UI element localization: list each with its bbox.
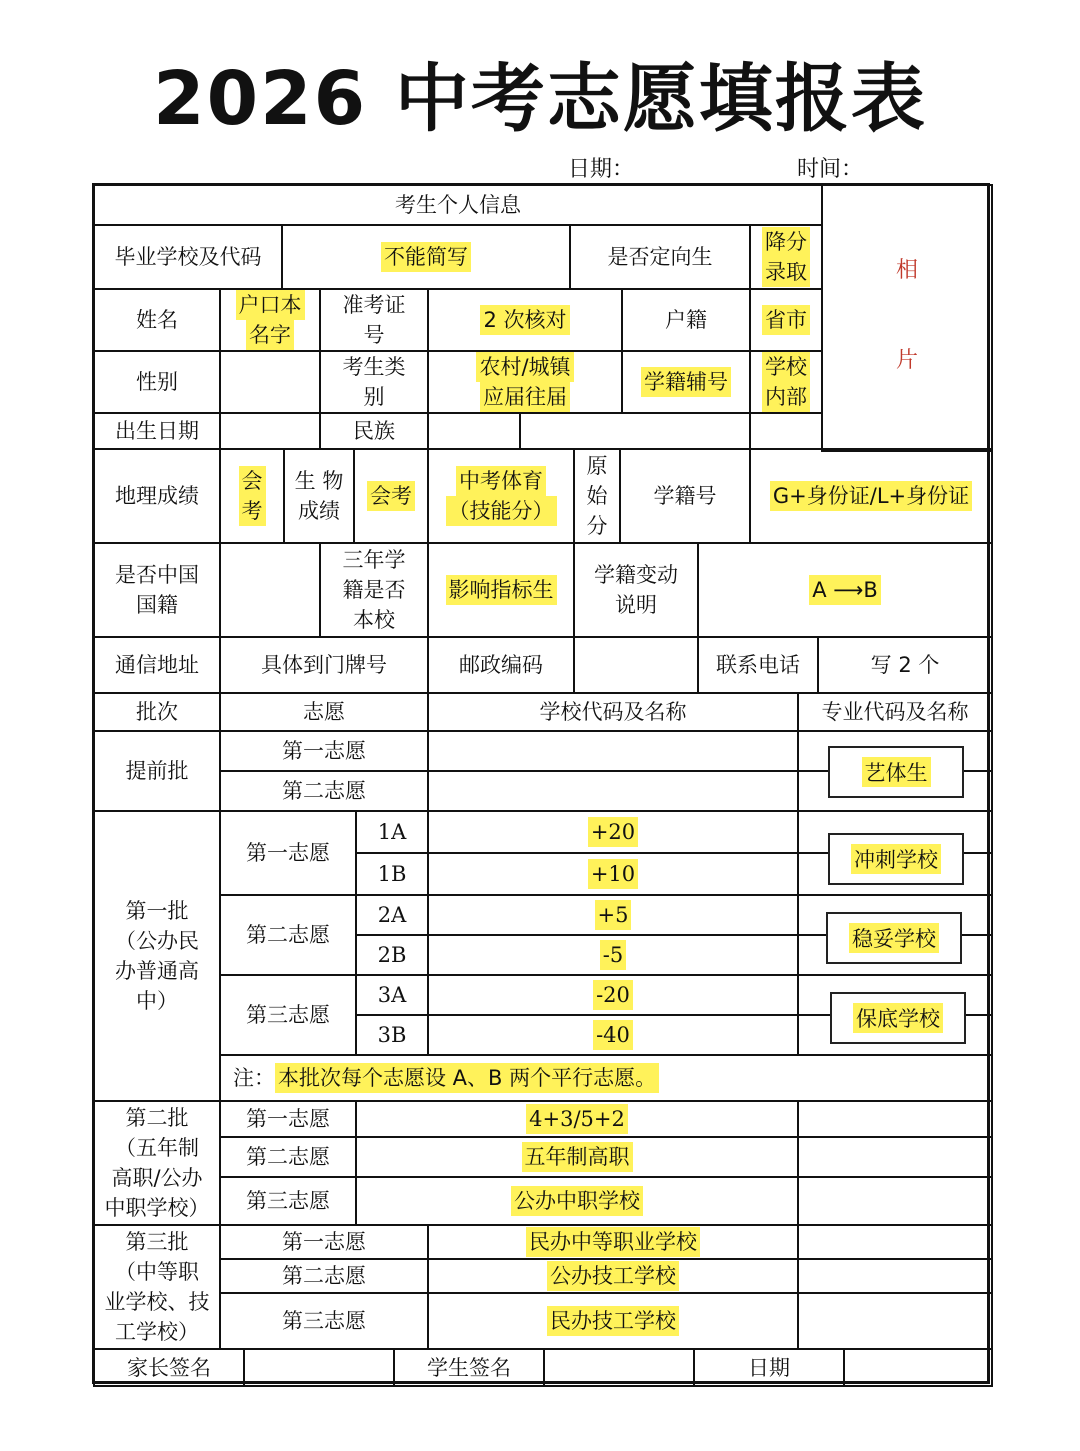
highlighted-text: 影响指标生 — [446, 575, 557, 605]
cell-text: 家长签名 — [127, 1355, 211, 1380]
cell-text: 姓名 — [136, 308, 178, 332]
cell-text: 3B — [377, 1023, 407, 1047]
highlighted-text: 艺体生 — [862, 757, 931, 787]
change-field[interactable] — [697, 542, 993, 638]
highlighted-text: G+身份证/L+身份证 — [770, 481, 972, 511]
ticket-field[interactable] — [427, 288, 623, 352]
cell-text: （公办民 — [115, 929, 199, 953]
cell-text: 性别 — [136, 370, 178, 394]
cell-text: 第一志愿 — [246, 841, 330, 865]
highlighted-text: 省市 — [762, 305, 810, 335]
header-school — [427, 692, 799, 732]
student-sign-label — [393, 1348, 545, 1387]
sub-1b — [355, 852, 429, 896]
name-field[interactable] — [219, 288, 321, 352]
xueji-aux-field[interactable] — [621, 350, 751, 414]
cell-text: 学籍号 — [653, 484, 717, 508]
highlighted-text: 中考体育 — [456, 466, 546, 496]
ticket-label — [319, 288, 429, 352]
address-label — [93, 636, 221, 694]
cell-text: 日期 — [748, 1355, 790, 1380]
birth-label — [93, 412, 221, 450]
cell-text: 邮政编码 — [459, 653, 543, 677]
highlighted-text: +20 — [588, 817, 638, 847]
directed-label — [569, 224, 751, 290]
batch3-major-2[interactable] — [797, 1258, 993, 1294]
sub-1a — [355, 810, 429, 854]
parent-sign-label — [93, 1348, 245, 1387]
batch1-note — [219, 1054, 993, 1102]
highlighted-text: 户口本 — [236, 290, 305, 320]
cell-text: 2A — [377, 903, 407, 927]
score-2a[interactable] — [427, 894, 799, 936]
cell-text: 中职学校） — [104, 1196, 210, 1220]
gender-label — [93, 350, 221, 414]
box-art-sports — [828, 746, 964, 798]
sub-3b — [355, 1014, 429, 1056]
sign-date-label — [693, 1348, 845, 1387]
sub-3a — [355, 974, 429, 1016]
highlighted-text: 稳妥学校 — [849, 923, 939, 953]
cell-text: 工学校） — [115, 1320, 199, 1344]
score-1b[interactable] — [427, 852, 799, 896]
batch2-school-3[interactable] — [355, 1176, 799, 1226]
early-choice-2 — [219, 770, 429, 812]
batch2-choice-1 — [219, 1100, 357, 1138]
cell-text: 考生类 — [342, 355, 406, 379]
batch2-choice-2 — [219, 1136, 357, 1178]
cell-text: 第一志愿 — [282, 1230, 366, 1254]
early-school-1[interactable] — [427, 730, 799, 772]
batch2-major-3[interactable] — [797, 1176, 993, 1226]
school-code-field[interactable] — [281, 224, 571, 290]
xueji-label — [619, 448, 751, 544]
batch2-label — [93, 1100, 221, 1226]
early-school-2[interactable] — [427, 770, 799, 812]
cell-text: 第一志愿 — [282, 739, 366, 763]
cell-text: 写 2 个 — [870, 653, 940, 677]
batch3-choice-2 — [219, 1258, 429, 1294]
cell-text: 办普通高 — [115, 959, 199, 983]
cell-text: 考生个人信息 — [395, 193, 521, 217]
xueji-aux-side[interactable] — [749, 350, 823, 414]
cell-text: 业学校、技 — [104, 1290, 210, 1314]
phone-field[interactable] — [817, 636, 993, 694]
batch1-choice-2 — [219, 894, 357, 976]
nationality-label — [93, 542, 221, 638]
bio-field[interactable] — [353, 448, 429, 544]
batch2-school-2[interactable] — [355, 1136, 799, 1178]
cell-text: 三年学 — [342, 548, 406, 572]
cell-text: 第三批 — [125, 1230, 189, 1254]
highlighted-text: 考 — [239, 496, 266, 526]
cell-text: 户籍 — [665, 308, 707, 332]
directed-field[interactable] — [749, 224, 823, 290]
header-major — [797, 692, 993, 732]
highlighted-text: 保底学校 — [853, 1003, 943, 1033]
postcode-field[interactable] — [573, 636, 699, 694]
photo-text-1: 相 — [895, 258, 918, 283]
form-table — [92, 183, 990, 1384]
cell-text: 成绩 — [298, 499, 340, 523]
cell-text: 第二志愿 — [246, 1145, 330, 1169]
header-batch — [93, 692, 221, 732]
change-label — [573, 542, 699, 638]
highlighted-text: 录取 — [762, 257, 810, 287]
highlighted-text: 公办技工学校 — [547, 1261, 679, 1291]
cell-text: 学校代码及名称 — [539, 700, 687, 724]
pe-field[interactable] — [427, 448, 575, 544]
highlighted-text: 农村/城镇 — [476, 352, 573, 382]
cell-text: 中） — [136, 989, 178, 1013]
school-code-label — [93, 224, 283, 290]
bio-label — [283, 448, 355, 544]
highlighted-text: 会考 — [367, 481, 415, 511]
sign-date-field[interactable] — [843, 1348, 993, 1387]
cell-text: 说明 — [615, 593, 657, 617]
score-3a[interactable] — [427, 974, 799, 1016]
xueji-field[interactable] — [749, 448, 993, 544]
cell-text: 是否定向生 — [607, 245, 713, 269]
batch3-choice-3 — [219, 1292, 429, 1350]
batch3-major-3[interactable] — [797, 1292, 993, 1350]
ethnic-field[interactable] — [427, 412, 521, 450]
score-1a[interactable] — [427, 810, 799, 854]
huji-field[interactable] — [749, 288, 823, 352]
cell-text: 第二志愿 — [246, 923, 330, 947]
early-choice-1 — [219, 730, 429, 772]
highlighted-text: A ⟶B — [809, 575, 881, 605]
highlighted-text: -5 — [600, 940, 626, 970]
batch1-choice-3 — [219, 974, 357, 1056]
batch1-choice-1 — [219, 810, 357, 896]
cell-text: 联系电话 — [716, 653, 800, 677]
cell-text: 第二志愿 — [282, 779, 366, 803]
cell-text: 1B — [377, 862, 407, 886]
huji-label — [621, 288, 751, 352]
geo-label — [93, 448, 221, 544]
geo-field[interactable] — [219, 448, 285, 544]
category-label — [319, 350, 429, 414]
box-safe-school — [826, 912, 962, 964]
cell-text: 3A — [377, 983, 407, 1007]
highlighted-text: 冲刺学校 — [851, 844, 941, 874]
highlighted-text: 民办技工学校 — [547, 1306, 679, 1336]
birth-extra-field-2[interactable] — [749, 412, 823, 450]
cell-text: 具体到门牌号 — [261, 653, 387, 677]
cell-text: 分 — [586, 514, 608, 538]
gender-field[interactable] — [219, 350, 321, 414]
cell-text: 毕业学校及代码 — [114, 245, 262, 269]
cell-text: 专业代码及名称 — [821, 700, 969, 724]
batch3-choice-1 — [219, 1224, 429, 1260]
early-batch-label — [93, 730, 221, 812]
cell-text: 志愿 — [303, 700, 345, 724]
postcode-label — [427, 636, 575, 694]
highlighted-text: （技能分） — [446, 496, 557, 526]
cell-text: （五年制 — [115, 1136, 199, 1160]
highlighted-text: 名字 — [246, 320, 294, 350]
highlighted-text: -20 — [593, 980, 633, 1010]
cell-text: 通信地址 — [115, 653, 199, 677]
cell-text: 学生签名 — [427, 1355, 511, 1380]
birth-extra-field[interactable] — [519, 412, 751, 450]
cell-text: 第二志愿 — [282, 1264, 366, 1288]
phone-label — [697, 636, 819, 694]
page-title: 2026 中考志愿填报表 — [153, 56, 927, 142]
cell-text: 别 — [363, 385, 385, 409]
highlighted-text: 应届往届 — [480, 382, 570, 412]
header-choice — [219, 692, 429, 732]
batch3-school-1[interactable] — [427, 1224, 799, 1260]
ethnic-label — [319, 412, 429, 450]
category-field[interactable] — [427, 350, 623, 414]
highlighted-text: 公办中职学校 — [511, 1186, 643, 1216]
cell-text: 提前批 — [125, 759, 189, 783]
highlighted-text: +10 — [588, 859, 638, 889]
cell-text: 号 — [363, 323, 385, 347]
cell-text: 原 — [586, 454, 608, 478]
cell-text: 高职/公办 — [111, 1166, 203, 1190]
cell-text: 国籍 — [136, 593, 178, 617]
three-year-label — [319, 542, 429, 638]
cell-text: 批次 — [136, 700, 178, 724]
batch1-label — [93, 810, 221, 1102]
cell-text: 第一批 — [125, 899, 189, 923]
cell-text: 学籍变动 — [594, 563, 678, 587]
cell-text: 出生日期 — [115, 419, 199, 443]
box-backup-school — [830, 992, 966, 1044]
highlighted-text: 会 — [239, 466, 266, 496]
batch2-school-1[interactable] — [355, 1100, 799, 1138]
cell-text: 第二批 — [125, 1106, 189, 1130]
photo-text-2: 片 — [895, 348, 918, 373]
cell-text: 第一志愿 — [246, 1107, 330, 1131]
box-sprint-school — [828, 833, 964, 885]
cell-text: 2B — [377, 943, 407, 967]
three-year-field[interactable] — [427, 542, 575, 638]
highlighted-text: 不能简写 — [381, 242, 471, 272]
sub-2b — [355, 934, 429, 976]
cell-text: 1A — [377, 820, 407, 844]
highlighted-text: +5 — [595, 900, 632, 930]
highlighted-text: 4+3/5+2 — [526, 1104, 628, 1134]
parent-sign-field[interactable] — [243, 1348, 395, 1387]
cell-text: 地理成绩 — [115, 484, 199, 508]
cell-text: 籍是否 — [342, 578, 406, 602]
cell-text: 注： — [233, 1066, 275, 1090]
cell-text: 生 物 — [294, 469, 344, 493]
score-3b[interactable] — [427, 1014, 799, 1056]
batch2-major-2[interactable] — [797, 1136, 993, 1178]
cell-text: 本校 — [353, 608, 395, 632]
batch3-major-1[interactable] — [797, 1224, 993, 1260]
date-label: 日期： — [568, 157, 635, 182]
time-label: 时间： — [797, 157, 864, 182]
batch2-choice-3 — [219, 1176, 357, 1226]
student-sign-field[interactable] — [543, 1348, 695, 1387]
cell-text: 始 — [586, 484, 608, 508]
highlighted-text: 五年制高职 — [522, 1142, 633, 1172]
highlighted-text: 学校 — [762, 352, 810, 382]
highlighted-text: 本批次每个志愿设 A、B 两个平行志愿。 — [275, 1063, 659, 1093]
batch3-label — [93, 1224, 221, 1350]
highlighted-text: 内部 — [762, 382, 810, 412]
highlighted-text: 降分 — [762, 227, 810, 257]
highlighted-text: 2 次核对 — [480, 305, 569, 335]
cell-text: 准考证 — [342, 293, 406, 317]
batch2-major-1[interactable] — [797, 1100, 993, 1138]
highlighted-text: -40 — [593, 1020, 633, 1050]
batch3-school-2[interactable] — [427, 1258, 799, 1294]
sub-2a — [355, 894, 429, 936]
photo-area[interactable] — [821, 184, 993, 452]
cell-text: 民族 — [353, 419, 395, 443]
score-2b[interactable] — [427, 934, 799, 976]
batch3-school-3[interactable] — [427, 1292, 799, 1350]
name-label — [93, 288, 221, 352]
section-header — [93, 184, 823, 226]
cell-text: 第三志愿 — [246, 1189, 330, 1213]
highlighted-text: 学籍辅号 — [641, 367, 731, 397]
nationality-field[interactable] — [219, 542, 321, 638]
address-field[interactable] — [219, 636, 429, 694]
cell-text: （中等职 — [115, 1260, 199, 1284]
cell-text: 第三志愿 — [246, 1003, 330, 1027]
cell-text: 第三志愿 — [282, 1309, 366, 1333]
raw-score-label — [573, 448, 621, 544]
highlighted-text: 民办中等职业学校 — [526, 1227, 700, 1257]
cell-text: 是否中国 — [115, 563, 199, 587]
birth-field[interactable] — [219, 412, 321, 450]
